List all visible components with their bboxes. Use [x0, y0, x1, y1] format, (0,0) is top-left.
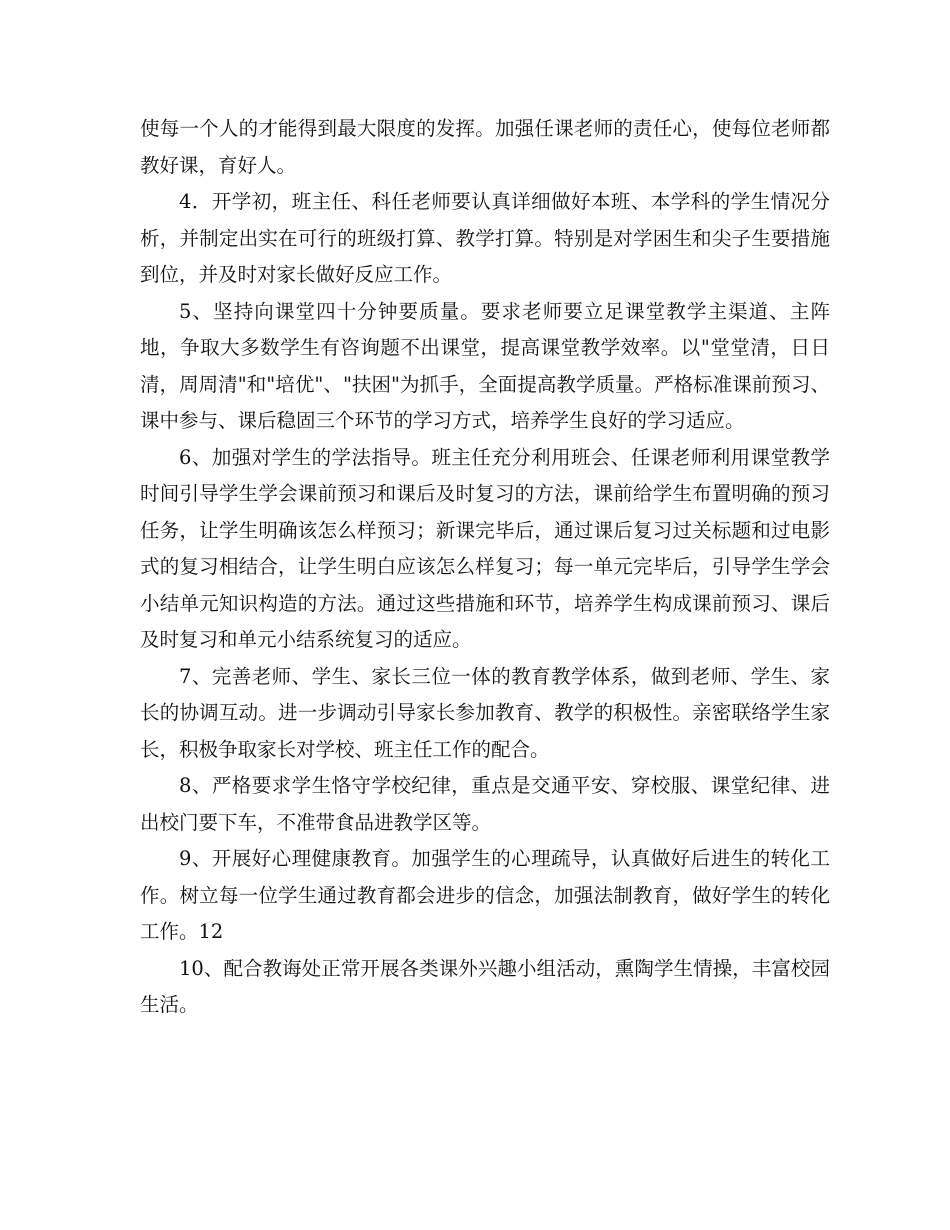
paragraph-item-8: 8、严格要求学生恪守学校纪律，重点是交通平安、穿校服、课堂纪律、进出校门要下车，不准带食品进教学区等。	[140, 774, 830, 834]
paragraph-item-10: 10、配合教诲处正常开展各类课外兴趣小组活动，熏陶学生情操，丰富校园生活。	[140, 956, 830, 1016]
paragraph-item-6: 6、加强对学生的学法指导。班主任充分利用班会、任课老师利用课堂教学时间引导学生学会课前预习和课后及时复习的方法，课前给学生布置明确的预习任务，让学生明确该怎么样预习；新课完毕后，通过课后复习过关标题和过电影式的复习相结合，让学生明白应该怎么样复习；每一单元完毕后，引导学生学会小结单元知识构造的方法。通过这些措施和环节，培养学生构成课前预习、课后及时复习和单元小结系统复习的适应。	[140, 445, 830, 651]
paragraph-item-4: 4．开学初，班主任、科任老师要认真详细做好本班、本学科的学生情况分析，并制定出实在可行的班级打算、教学打算。特别是对学困生和尖子生要措施到位，并及时对家长做好反应工作。	[140, 190, 830, 286]
paragraph-continuation: 使每一个人的才能得到最大限度的发挥。加强任课老师的责任心，使每位老师都教好课，育好人。	[140, 117, 830, 177]
paragraph-item-5: 5、坚持向课堂四十分钟要质量。要求老师要立足课堂教学主渠道、主阵地，争取大多数学生有咨询题不出课堂，提高课堂教学效率。以"堂堂清，日日清，周周清"和"培优"、"扶困"为抓手，全面提高教学质量。严格标准课前预习、课中参与、课后稳固三个环节的学习方式，培养学生良好的学习适应。	[140, 299, 830, 432]
paragraph-item-7: 7、完善老师、学生、家长三位一体的教育教学体系，做到老师、学生、家长的协调互动。进一步调动引导家长参加教育、教学的积极性。亲密联络学生家长，积极争取家长对学校、班主任工作的配合。	[140, 664, 830, 761]
paragraph-item-9: 9、开展好心理健康教育。加强学生的心理疏导，认真做好后进生的转化工作。树立每一位学生通过教育都会进步的信念，加强法制教育，做好学生的转化工作。12	[140, 847, 830, 943]
document-body	[140, 111, 830, 1024]
